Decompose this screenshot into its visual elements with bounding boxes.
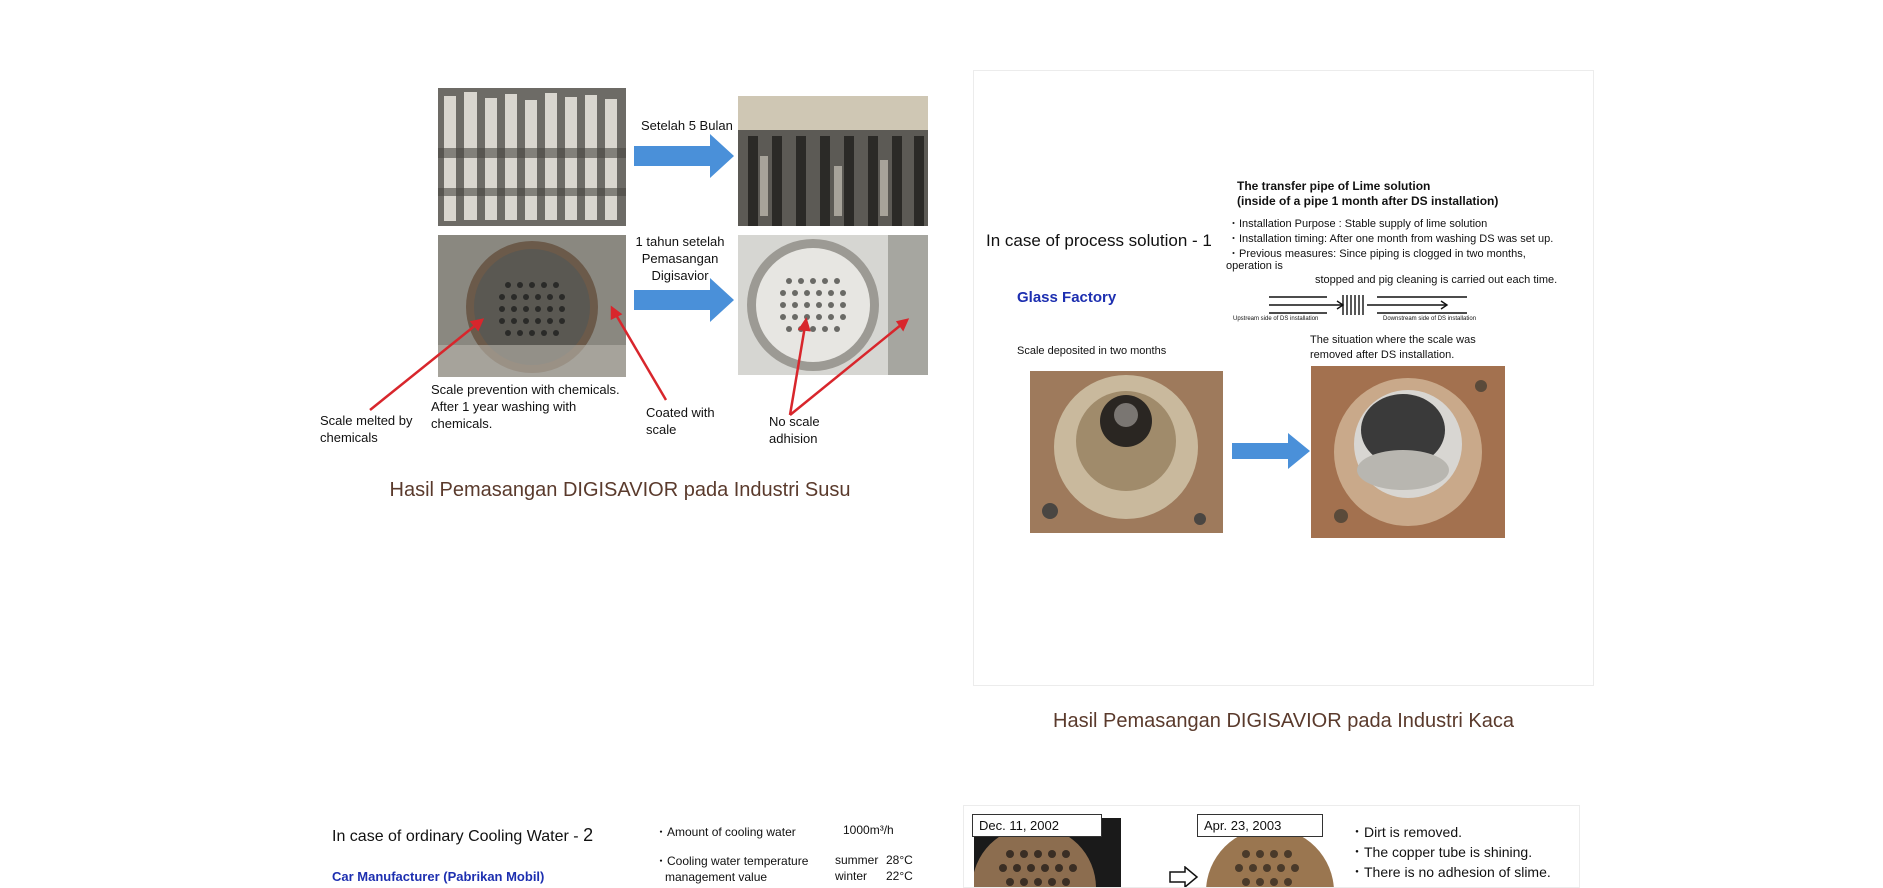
note-line: Scale prevention with chemicals. xyxy=(431,382,620,397)
date-after: Apr. 23, 2003 xyxy=(1197,814,1323,837)
date-before: Dec. 11, 2002 xyxy=(972,814,1102,837)
temp-label-line: management value xyxy=(665,870,768,884)
situation-line: removed after DS installation. xyxy=(1310,349,1455,361)
label-line: Pemasangan xyxy=(641,251,719,266)
heading-number: 2 xyxy=(583,825,594,845)
bullet-timing: ・Installation timing: After one month from washing DS was set up. xyxy=(1228,233,1554,245)
photo-pipe-after xyxy=(1311,366,1505,538)
label-upstream: Upstream side of DS installation xyxy=(1233,316,1319,322)
gallery-image-dairy[interactable] xyxy=(312,70,928,455)
bullet-purpose: ・Installation Purpose : Stable supply of lime solution xyxy=(1228,218,1488,230)
label-situation xyxy=(1310,333,1476,363)
note-line: chemicals. xyxy=(431,416,493,431)
gallery-image-glass[interactable] xyxy=(973,70,1594,686)
label-downstream: Downstream side of DS installation xyxy=(1383,316,1477,322)
pipe-diagram xyxy=(1267,293,1497,317)
heading-process-solution: In case of process solution - 1 xyxy=(986,231,1212,250)
pipe-title-line: The transfer pipe of Lime solution xyxy=(1237,179,1431,193)
amount-value: 1000m³/h xyxy=(843,823,894,837)
photo-pipe-before xyxy=(1030,371,1223,533)
note-line: After 1 year washing with xyxy=(431,399,577,414)
outline-arrow-icon xyxy=(1169,866,1199,888)
bullet-measures: ・Previous measures: Since piping is clogged in two months, xyxy=(1228,248,1526,260)
temp-label-line: ・Cooling water temperature xyxy=(655,854,809,868)
note-line: Scale melted by xyxy=(320,413,413,428)
caption-dairy: Hasil Pemasangan DIGISAVIOR pada Industri Susu xyxy=(389,479,851,501)
note-scale-melted xyxy=(320,412,413,446)
bullet-measures-line2: operation is xyxy=(1226,260,1283,272)
blue-arrow-icon xyxy=(1232,433,1310,469)
note-line: scale xyxy=(646,422,677,437)
red-pointer-lines xyxy=(312,70,928,455)
label-line: 1 tahun setelah xyxy=(635,234,725,249)
situation-line: The situation where the scale was xyxy=(1310,334,1476,346)
label-after-1-year xyxy=(630,233,730,284)
summer-value: 28°C xyxy=(886,853,913,867)
note-coated xyxy=(646,404,715,438)
caption-glass: Hasil Pemasangan DIGISAVIOR pada Industri Kaca xyxy=(1053,710,1514,732)
bullet-dirt: ・Dirt is removed. xyxy=(1350,824,1463,840)
note-no-scale xyxy=(769,413,820,447)
winter-value: 22°C xyxy=(886,869,913,883)
bullet-measures-line3: stopped and pig cleaning is carried out each time. xyxy=(1315,274,1558,286)
label-after-5-months: Setelah 5 Bulan xyxy=(641,118,733,133)
factory-car: Car Manufacturer (Pabrikan Mobil) xyxy=(332,869,545,884)
bullet-slime: ・There is no adhesion of slime. xyxy=(1350,864,1551,880)
note-line: adhision xyxy=(769,431,818,446)
pipe-title xyxy=(1237,179,1498,209)
label-scale-deposited: Scale deposited in two months xyxy=(1017,345,1167,357)
label-line: Digisavior xyxy=(651,268,709,283)
note-line: No scale xyxy=(769,414,820,429)
amount-label: ・Amount of cooling water xyxy=(655,825,796,839)
factory-glass: Glass Factory xyxy=(1017,289,1117,306)
gallery-image-car[interactable] xyxy=(308,805,918,888)
note-prevention xyxy=(431,381,620,432)
bullet-copper: ・The copper tube is shining. xyxy=(1350,844,1533,860)
note-line: Coated with xyxy=(646,405,715,420)
temp-label xyxy=(655,853,808,885)
heading-cooling-water xyxy=(332,825,593,846)
gallery-image-copper[interactable] xyxy=(963,805,1580,888)
heading-text: In case of ordinary Cooling Water - xyxy=(332,828,579,845)
winter-label: winter xyxy=(835,869,868,883)
summer-label: summer xyxy=(835,853,879,867)
pipe-title-line: (inside of a pipe 1 month after DS installation) xyxy=(1237,194,1499,208)
note-line: chemicals xyxy=(320,430,378,445)
